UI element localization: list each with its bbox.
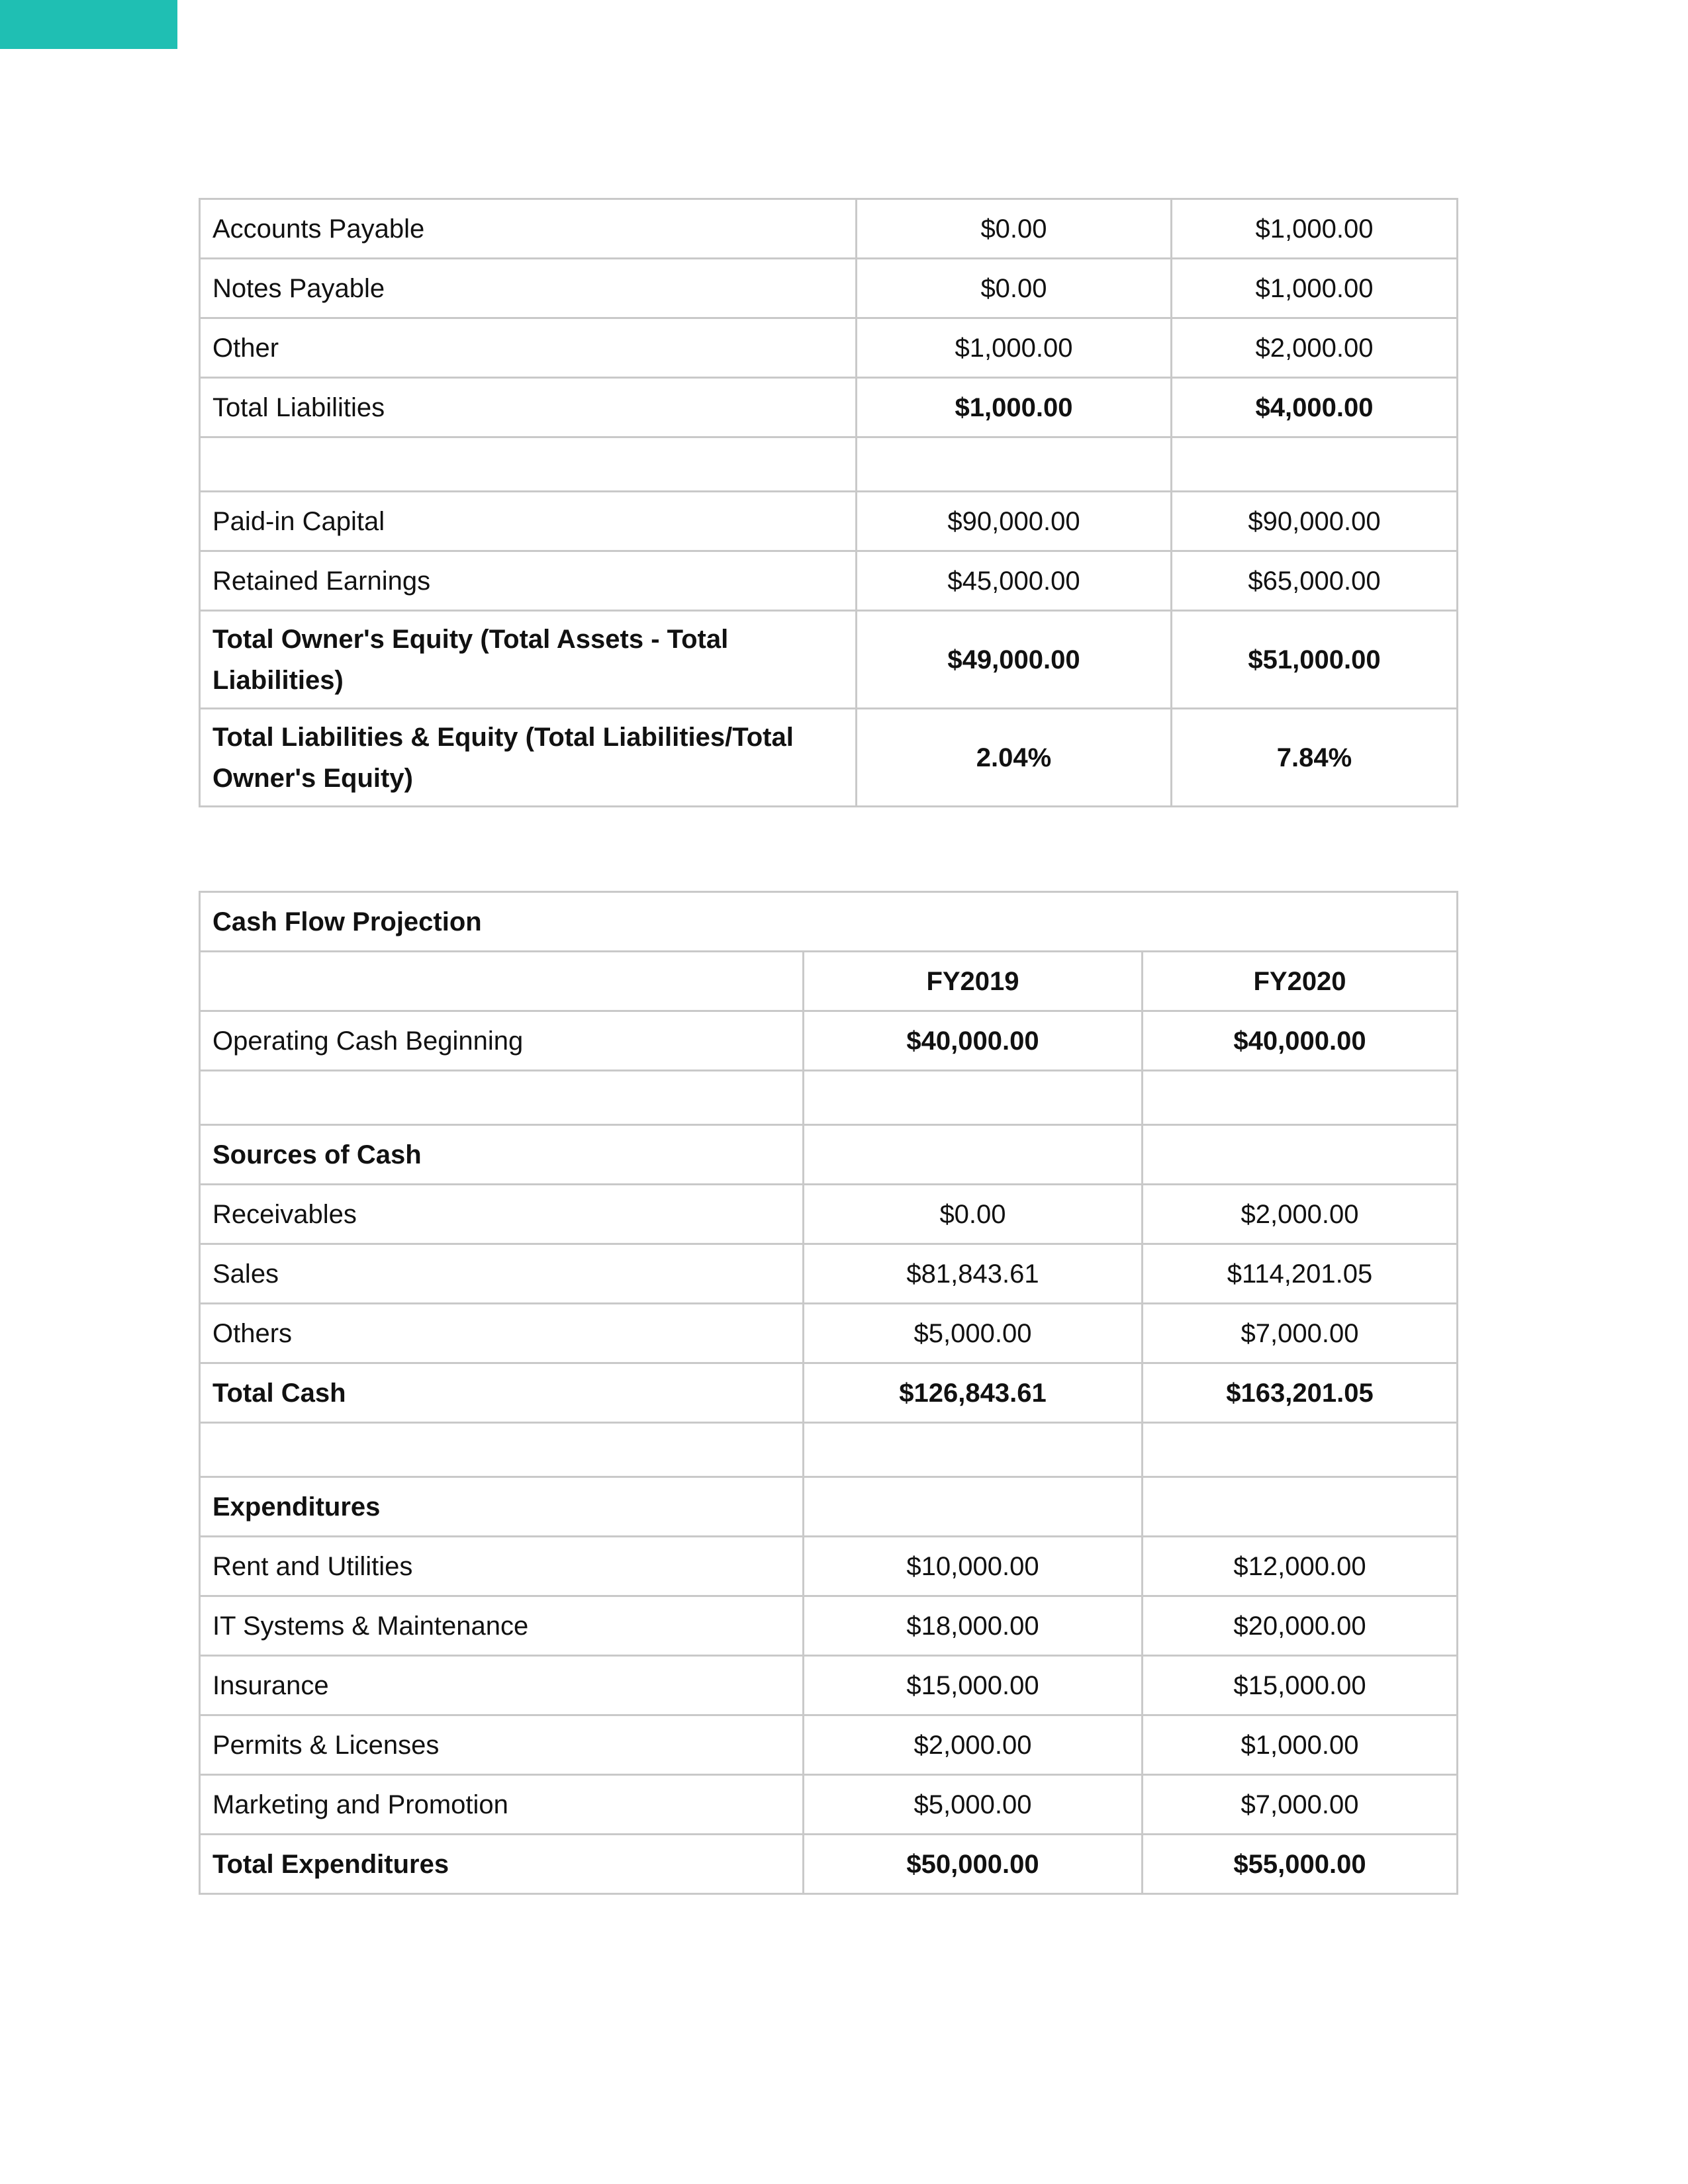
table-row [200,199,1458,259]
value-fy2020: $40,000.00 [1143,1011,1458,1071]
table-row [200,1596,1458,1656]
table-row [200,492,1458,551]
row-label: Paid-in Capital [200,492,857,551]
value-fy2020: $114,201.05 [1143,1244,1458,1304]
table-title-row [200,892,1458,952]
row-label: Total Expenditures [200,1835,804,1894]
section-heading-row [200,1477,1458,1537]
value-fy2020: $55,000.00 [1143,1835,1458,1894]
header-row [200,952,1458,1011]
value-fy2019: $81,843.61 [804,1244,1143,1304]
spacer-row [200,437,1458,492]
empty-cell [1143,1423,1458,1477]
row-label: Accounts Payable [200,199,857,259]
value-current-year: $1,000.00 [1172,199,1458,259]
table-row [200,1185,1458,1244]
value-fy2019: $50,000.00 [804,1835,1143,1894]
table-row [200,318,1458,378]
empty-cell [200,1071,804,1125]
value-fy2020: $163,201.05 [1143,1363,1458,1423]
row-label: Operating Cash Beginning [200,1011,804,1071]
value-fy2019: $5,000.00 [804,1775,1143,1835]
cash-flow-table [199,891,1458,1895]
row-label: Permits & Licenses [200,1715,804,1775]
column-header-fy2019: FY2019 [804,952,1143,1011]
total-liabilities-row [200,378,1458,437]
spacer-row [200,1071,1458,1125]
value-fy2020: $12,000.00 [1143,1537,1458,1596]
table-row [200,259,1458,318]
row-label: Insurance [200,1656,804,1715]
empty-cell [804,1125,1143,1185]
row-label: Other [200,318,857,378]
value-fy2019: $2,000.00 [804,1715,1143,1775]
header-accent-bar [0,0,177,49]
empty-cell [1143,1125,1458,1185]
value-fy2020: $7,000.00 [1143,1775,1458,1835]
empty-cell [804,1071,1143,1125]
value-current-year: $90,000.00 [1172,492,1458,551]
row-label: Retained Earnings [200,551,857,611]
value-fy2019: $40,000.00 [804,1011,1143,1071]
value-current-year: $65,000.00 [1172,551,1458,611]
empty-cell [200,1423,804,1477]
value-prior-year: 2.04% [857,709,1172,807]
value-fy2019: $15,000.00 [804,1656,1143,1715]
value-fy2020: $15,000.00 [1143,1656,1458,1715]
section-heading: Expenditures [200,1477,804,1537]
row-label: Total Liabilities & Equity (Total Liabilities/Total Owner's Equity) [200,709,857,807]
row-label: Total Liabilities [200,378,857,437]
value-fy2019: $10,000.00 [804,1537,1143,1596]
value-fy2019: $5,000.00 [804,1304,1143,1363]
empty-cell [1143,1477,1458,1537]
section-heading: Sources of Cash [200,1125,804,1185]
value-current-year: 7.84% [1172,709,1458,807]
value-current-year: $51,000.00 [1172,611,1458,709]
row-label: Others [200,1304,804,1363]
row-label: IT Systems & Maintenance [200,1596,804,1656]
value-fy2019: $126,843.61 [804,1363,1143,1423]
value-prior-year: $49,000.00 [857,611,1172,709]
value-fy2020: $2,000.00 [1143,1185,1458,1244]
value-fy2020: $1,000.00 [1143,1715,1458,1775]
table-row [200,1537,1458,1596]
value-fy2020: $20,000.00 [1143,1596,1458,1656]
value-prior-year: $0.00 [857,259,1172,318]
column-header-fy2020: FY2020 [1143,952,1458,1011]
value-prior-year: $45,000.00 [857,551,1172,611]
value-current-year: $1,000.00 [1172,259,1458,318]
table-row [200,551,1458,611]
value-fy2020: $7,000.00 [1143,1304,1458,1363]
operating-cash-row [200,1011,1458,1071]
spacer-row [200,1423,1458,1477]
value-current-year: $4,000.00 [1172,378,1458,437]
table-row [200,1656,1458,1715]
total-owners-equity-row [200,611,1458,709]
table-row [200,1304,1458,1363]
value-current-year: $2,000.00 [1172,318,1458,378]
empty-cell [1143,1071,1458,1125]
table-row [200,1244,1458,1304]
row-label: Receivables [200,1185,804,1244]
value-fy2019: $18,000.00 [804,1596,1143,1656]
row-label: Rent and Utilities [200,1537,804,1596]
total-expenditures-row [200,1835,1458,1894]
total-cash-row [200,1363,1458,1423]
row-label: Sales [200,1244,804,1304]
table-row [200,1775,1458,1835]
row-label: Marketing and Promotion [200,1775,804,1835]
empty-cell [200,437,857,492]
balance-sheet-table [199,198,1458,807]
total-liabilities-equity-row [200,709,1458,807]
value-prior-year: $1,000.00 [857,318,1172,378]
value-fy2019: $0.00 [804,1185,1143,1244]
empty-cell [857,437,1172,492]
empty-cell [1172,437,1458,492]
table-row [200,1715,1458,1775]
row-label: Notes Payable [200,259,857,318]
empty-cell [804,1477,1143,1537]
value-prior-year: $1,000.00 [857,378,1172,437]
empty-cell [804,1423,1143,1477]
section-heading-row [200,1125,1458,1185]
row-label: Total Owner's Equity (Total Assets - Total Liabilities) [200,611,857,709]
empty-cell [200,952,804,1011]
value-prior-year: $90,000.00 [857,492,1172,551]
value-prior-year: $0.00 [857,199,1172,259]
row-label: Total Cash [200,1363,804,1423]
table-title: Cash Flow Projection [200,892,1458,952]
